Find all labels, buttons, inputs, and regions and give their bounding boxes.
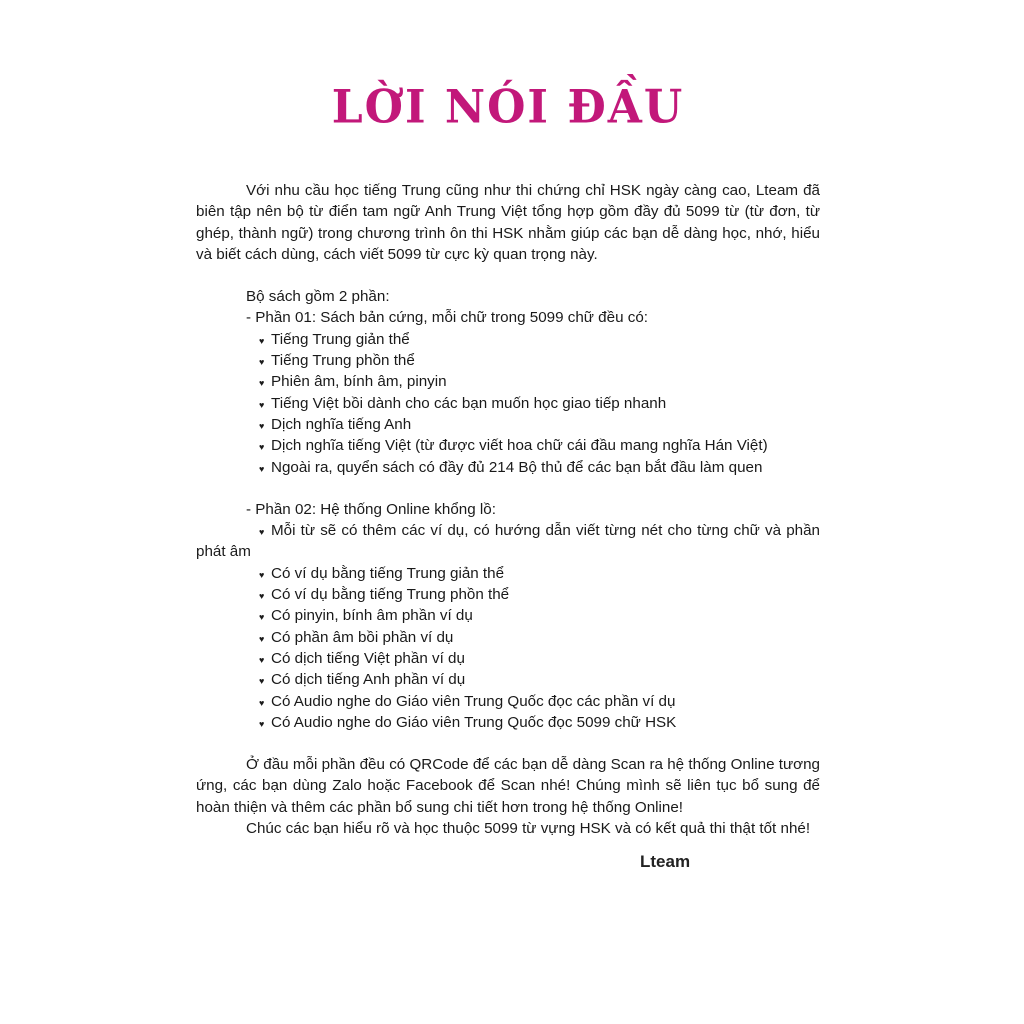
heart-bullet-icon: ♥ — [259, 378, 265, 389]
wish-paragraph: Chúc các bạn hiểu rõ và học thuộc 5099 từ vựng HSK và có kết quả thi thật tốt nhé! — [246, 820, 811, 838]
list-item: ♥ Có Audio nghe do Giáo viên Trung Quốc đọc các phần ví dụ — [196, 691, 820, 712]
page-title: LỜI NÓI ĐẦU — [331, 80, 685, 135]
heart-bullet-icon: ♥ — [259, 463, 265, 474]
list-item: ♥ Có ví dụ bằng tiếng Trung giản thể — [196, 563, 820, 584]
list-item: ♥ Có ví dụ bằng tiếng Trung phồn thể — [196, 584, 820, 605]
heart-bullet-icon: ♥ — [259, 442, 265, 453]
part2-heading: - Phần 02: Hệ thống Online khổng lồ: — [246, 500, 496, 518]
spacer — [196, 733, 820, 754]
list-item: ♥ Có dịch tiếng Anh phần ví dụ — [196, 669, 820, 690]
heart-bullet-icon: ♥ — [259, 654, 265, 665]
heart-bullet-icon: ♥ — [259, 399, 265, 410]
list-item: ♥ Tiếng Trung phồn thể — [196, 350, 820, 371]
heart-bullet-icon: ♥ — [259, 676, 265, 687]
heart-bullet-icon: ♥ — [259, 335, 265, 346]
heart-bullet-icon: ♥ — [259, 527, 265, 538]
heart-bullet-icon: ♥ — [259, 591, 265, 602]
heart-bullet-icon: ♥ — [259, 697, 265, 708]
heart-bullet-icon: ♥ — [259, 420, 265, 431]
list-item: ♥ Ngoài ra, quyển sách có đầy đủ 214 Bộ thủ để các bạn bắt đầu làm quen — [196, 457, 820, 478]
heart-bullet-icon: ♥ — [259, 612, 265, 623]
signature: Lteam — [640, 852, 691, 871]
list-item: ♥ Phiên âm, bính âm, pinyin — [196, 371, 820, 392]
part2-list — [196, 563, 820, 733]
list-item: ♥ Tiếng Việt bồi dành cho các bạn muốn học giao tiếp nhanh — [196, 393, 820, 414]
closing-paragraph: Ở đầu mỗi phần đều có QRCode để các bạn dễ dàng Scan ra hệ thống Online tương ứng, các bạn dùng Zalo hoặc Facebook để Scan nhé! Chúng mình sẽ liên tục bổ sung để hoàn thiện và thêm các phần bổ sung chi tiết hơn trong hệ thống Online! — [196, 756, 820, 816]
heart-bullet-icon: ♥ — [259, 569, 265, 580]
heart-bullet-icon: ♥ — [259, 357, 265, 368]
intro-paragraph: Với nhu cầu học tiếng Trung cũng như thi chứng chỉ HSK ngày càng cao, Lteam đã biên tập nên bộ từ điển tam ngữ Anh Trung Việt tổng hợp gồm đầy đủ 5099 từ (từ đơn, từ ghép, thành ngữ) trong chương trình ôn thi HSK nhằm giúp các bạn dễ dàng học, nhớ, hiểu và biết cách dùng, cách viết 5099 từ cực kỳ quan trọng này. — [196, 182, 820, 263]
list-item: ♥ Dịch nghĩa tiếng Anh — [196, 414, 820, 435]
list-item: ♥ Tiếng Trung giản thể — [196, 329, 820, 350]
part2-first-item: ♥ Mỗi từ sẽ có thêm các ví dụ, có hướng dẫn viết từng nét cho từng chữ và phần phát âm — [196, 522, 820, 561]
list-item: ♥ Có pinyin, bính âm phần ví dụ — [196, 605, 820, 626]
list-item: ♥ Có dịch tiếng Việt phần ví dụ — [196, 648, 820, 669]
document-page — [196, 80, 820, 871]
spacer — [196, 478, 820, 499]
heart-bullet-icon: ♥ — [259, 633, 265, 644]
part1-list — [196, 329, 820, 478]
list-item: ♥ Có Audio nghe do Giáo viên Trung Quốc đọc 5099 chữ HSK — [196, 712, 820, 733]
list-item: ♥ Dịch nghĩa tiếng Việt (từ được viết hoa chữ cái đầu mang nghĩa Hán Việt) — [196, 435, 820, 456]
set-heading: Bộ sách gồm 2 phần: — [246, 288, 390, 306]
part1-heading: - Phần 01: Sách bản cứng, mỗi chữ trong 5099 chữ đều có: — [246, 309, 648, 327]
heart-bullet-icon: ♥ — [259, 718, 265, 729]
spacer — [196, 265, 820, 286]
list-item: ♥ Có phần âm bồi phần ví dụ — [196, 627, 820, 648]
